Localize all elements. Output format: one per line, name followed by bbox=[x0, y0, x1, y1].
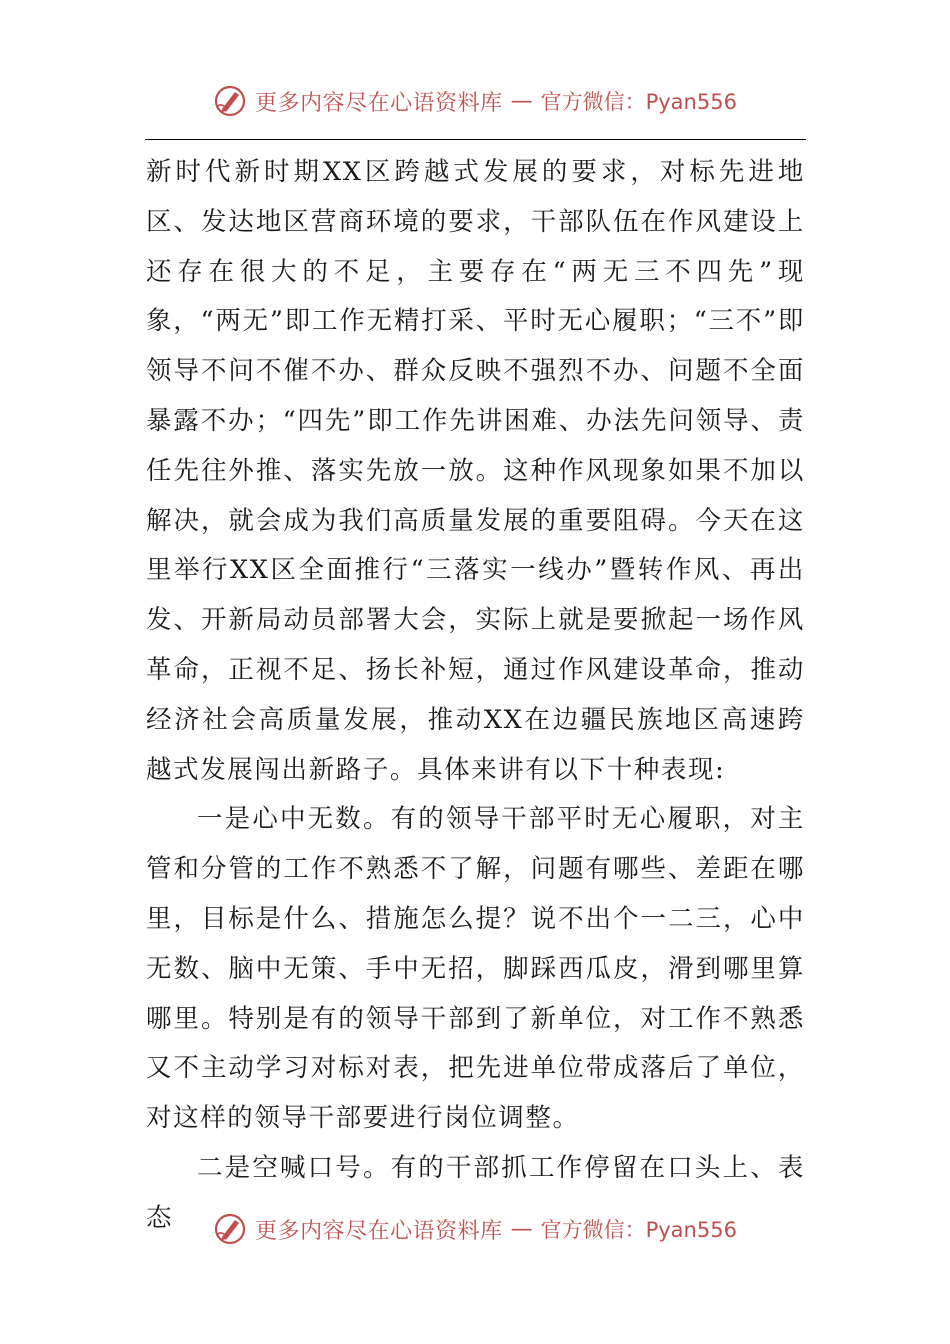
body-paragraph-2: 一是心中无数。有的领导干部平时无心履职，对主管和分管的工作不熟悉不了解，问题有哪些、差距在哪里，目标是什么、措施怎么提？说不出个一二三，心中无数、脑中无策、手中无招，脚踩西瓜皮，滑到哪里算哪里。特别是有的领导干部到了新单位，对工作不熟悉又不主动学习对标对表，把先进单位带成落后了单位，对这样的领导干部要进行岗位调整。 bbox=[146, 804, 805, 1134]
body-paragraph-3: 二是空喊口号。有的干部抓工作停留在口头上、表态 bbox=[146, 1152, 805, 1233]
banner-separator: — bbox=[510, 88, 533, 114]
header-divider bbox=[145, 139, 806, 140]
footer-watermark-banner bbox=[0, 1212, 950, 1246]
banner-site-text: 更多内容尽在心语资料库 bbox=[255, 90, 503, 116]
banner-separator: — bbox=[510, 1216, 533, 1242]
banner-wechat-text: 官方微信：Pyan556 bbox=[540, 1218, 737, 1242]
document-body bbox=[146, 148, 805, 1244]
pen-circle-logo-icon bbox=[213, 1212, 247, 1246]
header-watermark-banner bbox=[0, 84, 950, 118]
banner-site-text: 更多内容尽在心语资料库 bbox=[255, 1218, 503, 1244]
pen-circle-logo-icon bbox=[213, 84, 247, 118]
banner-wechat-text: 官方微信：Pyan556 bbox=[540, 90, 737, 114]
body-paragraph-1: 新时代新时期XX区跨越式发展的要求，对标先进地区、发达地区营商环境的要求，干部队伍在作风建设上还存在很大的不足，主要存在“两无三不四先”现象，“两无”即工作无精打采、平时无心履职；“三不”即领导不问不催不办、群众反映不强烈不办、问题不全面暴露不办；“四先”即工作先讲困难、办法先问领导、责任先往外推、落实先放一放。这种作风现象如果不加以解决，就会成为我们高质量发展的重要阻碍。今天在这里举行XX区全面推行“三落实一线办”暨转作风、再出发、开新局动员部署大会，实际上就是要掀起一场作风革命，正视不足、扬长补短，通过作风建设革命，推动经济社会高质量发展，推动XX在边疆民族地区高速跨越式发展闯出新路子。具体来讲有以下十种表现: bbox=[146, 157, 805, 785]
